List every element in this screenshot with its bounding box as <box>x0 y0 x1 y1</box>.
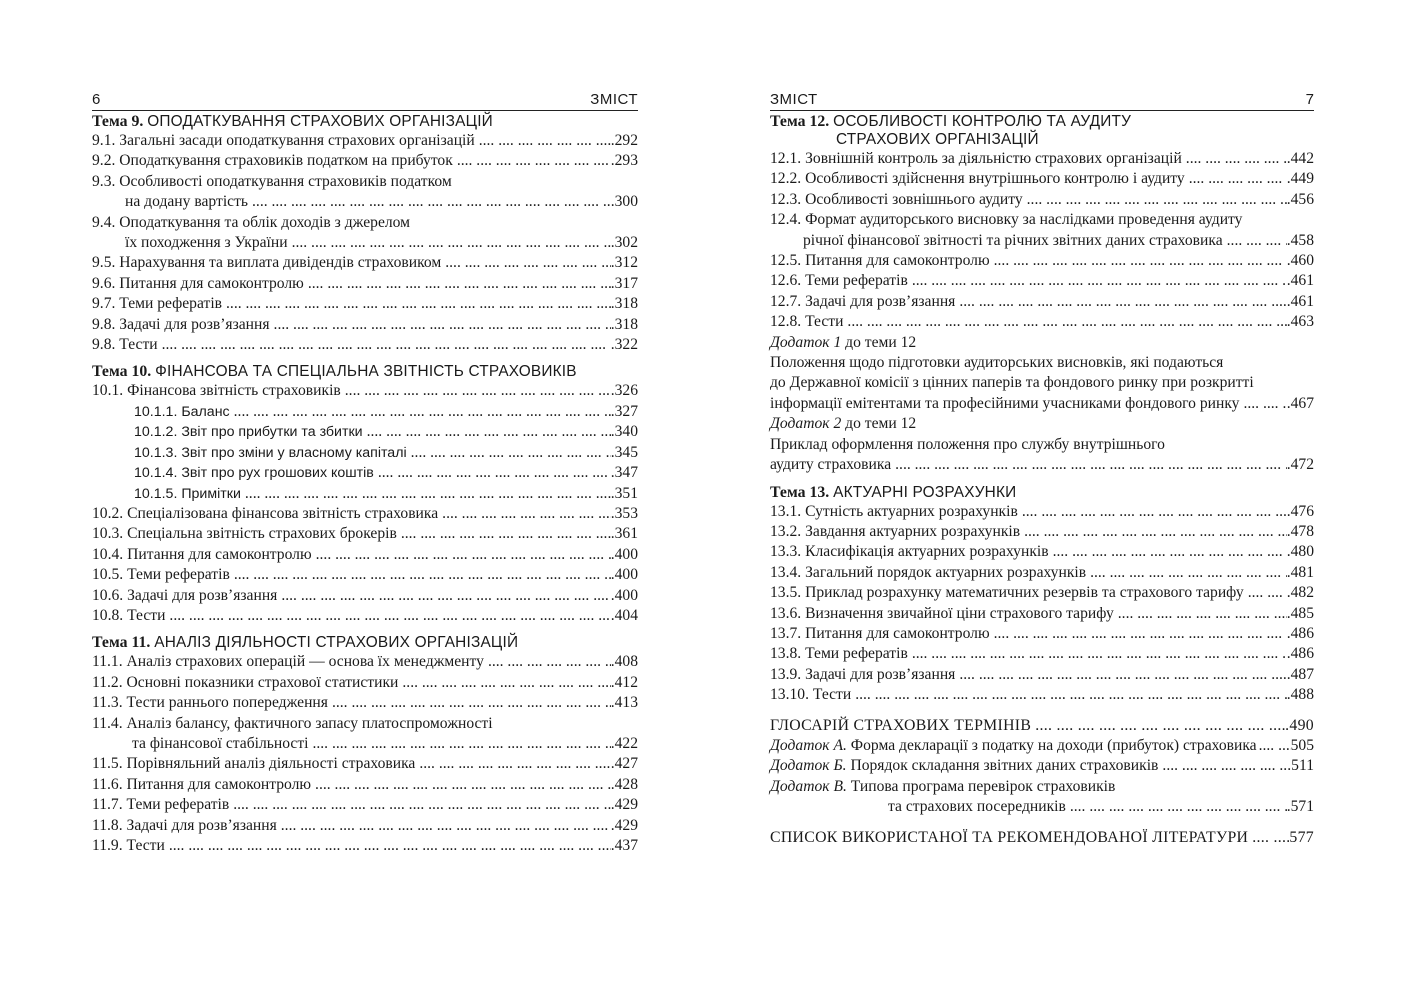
toc-entry[interactable] <box>92 192 638 212</box>
entry-text: 12.2. Особливості здійснення внутрішнього контролю і аудиту <box>770 170 1185 188</box>
leader-dots <box>1185 169 1287 189</box>
leader-dots <box>312 545 611 565</box>
topic-title: АКТУАРНІ РОЗРАХУНКИ <box>833 483 1017 501</box>
toc-entry[interactable] <box>770 685 1314 705</box>
entry-text: 10.1.5. Примітки <box>134 485 241 502</box>
leader-dots <box>1248 828 1289 848</box>
page-ref: .413 <box>610 694 638 712</box>
topic-heading-continued <box>770 131 1314 149</box>
toc-entry[interactable] <box>770 542 1314 562</box>
toc-entry[interactable] <box>770 251 1314 271</box>
toc-entry[interactable] <box>92 422 638 442</box>
entry-text: 10.1.1. Баланс <box>134 403 230 420</box>
toc-entry[interactable] <box>92 652 638 672</box>
toc-entry[interactable] <box>770 271 1314 291</box>
page-ref: .429 <box>610 816 638 834</box>
page-ref: .486 <box>1286 645 1314 663</box>
entry-text: 13.10. Тести <box>770 686 852 704</box>
appendix-label: Додаток А. <box>770 736 847 754</box>
topic-prefix: Тема 11. <box>92 634 151 652</box>
entry-text: та страхових посередників <box>888 798 1066 816</box>
page-ref: .322 <box>610 336 638 354</box>
leader-dots <box>990 251 1287 271</box>
entry-text: ГЛОСАРІЙ СТРАХОВИХ ТЕРМІНІВ <box>770 716 1032 734</box>
leader-dots <box>277 816 611 836</box>
entry-text: 12.3. Особливості зовнішнього аудиту <box>770 190 1023 208</box>
entry-text: інформації емітентами та професійними учасниками фондового ринку <box>770 394 1240 412</box>
entry-text: 13.4. Загальний порядок актуарних розрахунків <box>770 563 1087 581</box>
page-ref: .442 <box>1286 150 1314 167</box>
entry-text: 11.5. Порівняльний аналіз діяльності страховика <box>92 755 416 773</box>
leader-dots <box>1182 149 1287 169</box>
topic-heading <box>770 113 1314 131</box>
topic-title: СТРАХОВИХ ОРГАНІЗАЦІЙ <box>836 131 1039 148</box>
toc-entry[interactable] <box>770 312 1314 332</box>
appendix-label: Додаток 1 <box>770 333 842 351</box>
page-ref: 505 <box>1290 736 1314 754</box>
page-ref: .293 <box>610 152 638 170</box>
toc-entry[interactable] <box>770 149 1314 169</box>
entry-text: 10.2. Спеціалізована фінансова звітність страховика <box>92 504 439 522</box>
page-ref: .461 <box>1286 292 1314 310</box>
leader-dots <box>908 271 1287 291</box>
toc-entry[interactable] <box>770 604 1314 624</box>
page-ref: .292 <box>610 132 638 149</box>
page-ref: .428 <box>610 775 638 793</box>
page-ref: .437 <box>610 837 638 854</box>
entry-text: та фінансової стабільності <box>132 734 309 752</box>
table-of-contents <box>92 113 638 856</box>
page-ref: .412 <box>610 673 638 691</box>
running-head <box>770 88 1314 111</box>
appendix-heading <box>770 414 1314 434</box>
leader-dots <box>475 131 611 151</box>
page-ref: .422 <box>610 734 638 752</box>
toc-entry[interactable] <box>770 231 1314 251</box>
page-ref: .400 <box>610 545 638 563</box>
topic-title: ОПОДАТКУВАННЯ СТРАХОВИХ ОРГАНІЗАЦІЙ <box>147 113 493 130</box>
entry-text: 13.5. Приклад розрахунку математичних резервів та страхового тарифу <box>770 584 1244 602</box>
leader-dots <box>843 312 1286 332</box>
entry-text: 11.4. Аналіз балансу, фактичного запасу платоспроможності <box>92 714 493 732</box>
page-ref: .481 <box>1286 563 1314 581</box>
leader-dots <box>230 402 611 422</box>
leader-dots <box>955 665 1286 685</box>
toc-entry[interactable] <box>770 455 1314 475</box>
appendix-suffix: до теми 12 <box>841 415 917 433</box>
entry-text: 12.5. Питання для самоконтролю <box>770 252 990 270</box>
toc-entry[interactable] <box>92 524 638 544</box>
page-number: 6 <box>92 91 101 108</box>
leader-dots <box>1018 502 1287 522</box>
page-ref: .326 <box>610 382 638 400</box>
page-ref: .460 <box>1286 252 1314 270</box>
topic-title: АНАЛІЗ ДІЯЛЬНОСТІ СТРАХОВИХ ОРГАНІЗАЦІЙ <box>154 634 519 652</box>
page-ref: .486 <box>1286 624 1314 642</box>
page-ref: .488 <box>1286 686 1314 704</box>
leader-dots <box>1223 231 1287 251</box>
appendix-text: Положення щодо підготовки аудиторських висновків, які подаються <box>770 354 1224 372</box>
leader-dots <box>1023 190 1287 210</box>
toc-entry[interactable] <box>92 381 638 401</box>
toc-entry[interactable] <box>770 644 1314 664</box>
appendix-text: Приклад оформлення положення про службу внутрішнього <box>770 435 1165 453</box>
page-ref: .345 <box>610 443 638 461</box>
entry-text: 9.1. Загальні засади оподаткування страхових організацій <box>92 132 475 149</box>
entry-text: 10.5. Теми рефератів <box>92 566 230 584</box>
leader-dots <box>1031 716 1285 736</box>
page-ref: .408 <box>610 653 638 671</box>
leader-dots <box>1158 756 1287 776</box>
page-ref: .458 <box>1286 231 1314 249</box>
left-page <box>92 88 638 856</box>
toc-entry[interactable] <box>92 443 638 463</box>
entry-text: 13.8. Теми рефератів <box>770 645 908 663</box>
page-ref: .449 <box>1286 170 1314 188</box>
page-ref: 577 <box>1289 828 1314 846</box>
page-ref: .490 <box>1285 716 1314 734</box>
leader-dots <box>311 775 611 795</box>
entry-text: річної фінансової звітності та річних звітних даних страховика <box>803 231 1223 249</box>
entry-text: Типова програма перевірок страховиків <box>846 777 1116 795</box>
entry-text: 9.2. Оподаткування страховиків податком на прибуток <box>92 152 453 170</box>
entry-text: 13.2. Завдання актуарних розрахунків <box>770 522 1021 540</box>
page-ref: .347 <box>610 464 638 482</box>
leader-dots <box>165 606 610 626</box>
page-ref: .487 <box>1286 665 1314 683</box>
entry-text: 10.8. Тести <box>92 606 166 624</box>
leader-dots <box>1086 563 1287 583</box>
toc-entry[interactable] <box>770 583 1314 603</box>
toc-entry[interactable] <box>92 253 638 273</box>
page-ref: .571 <box>1286 798 1314 816</box>
leader-dots <box>397 524 611 544</box>
toc-entry[interactable] <box>770 502 1314 522</box>
page-ref: .467 <box>1286 394 1314 412</box>
page-ref: .472 <box>1286 456 1314 474</box>
page-ref: .461 <box>1286 272 1314 290</box>
page-ref: .317 <box>610 274 638 292</box>
glossary-entry[interactable] <box>770 716 1314 736</box>
appendix-entry[interactable] <box>770 756 1314 776</box>
entry-text: 9.4. Оподаткування та облік доходів з джерелом <box>92 213 411 231</box>
toc-entry[interactable] <box>92 795 638 815</box>
entry-text: 13.3. Класифікація актуарних розрахунків <box>770 543 1049 561</box>
topic-entries <box>770 149 1314 333</box>
topic-prefix: Тема 12. <box>770 113 830 130</box>
leader-dots <box>955 292 1286 312</box>
toc-entry[interactable] <box>92 504 638 524</box>
entry-text: 12.4. Формат аудиторського висновку за наслідками проведення аудиту <box>770 211 1243 229</box>
running-head <box>92 88 638 111</box>
page-ref: .482 <box>1286 584 1314 602</box>
entry-text: 11.8. Задачі для розв’язання <box>92 816 277 834</box>
running-title: ЗМІСТ <box>590 91 638 108</box>
entry-text: 10.1.2. Звіт про прибутки та збитки <box>134 424 363 441</box>
entry-text: 10.1.3. Звіт про зміни у власному капіталі <box>134 444 407 461</box>
entry-text: 9.7. Теми рефератів <box>92 295 223 313</box>
entry-text: 12.6. Теми рефератів <box>770 272 908 290</box>
page-ref: .429 <box>610 796 638 814</box>
leader-dots <box>1049 542 1287 562</box>
toc-entry[interactable] <box>92 836 638 856</box>
page-ref: .318 <box>610 315 638 333</box>
toc-entry[interactable] <box>92 484 638 504</box>
entry-text: 10.3. Спеціальна звітність страхових брокерів <box>92 525 397 543</box>
entry-text: 11.2. Основні показники страхової статистики <box>92 673 399 691</box>
entry-text: аудиту страховика <box>770 456 892 474</box>
page-ref: .485 <box>1286 604 1314 622</box>
leader-dots <box>908 644 1287 664</box>
page-ref: .478 <box>1286 522 1314 540</box>
page-ref: .463 <box>1286 313 1314 331</box>
leader-dots <box>363 422 611 442</box>
leader-dots <box>990 624 1287 644</box>
appendix-label: Додаток В. <box>770 777 847 795</box>
toc-entry[interactable] <box>92 673 638 693</box>
entry-text: 11.7. Теми рефератів <box>92 796 230 814</box>
page-ref: .327 <box>610 402 638 420</box>
leader-dots <box>277 586 610 606</box>
entry-text: 10.4. Питання для самоконтролю <box>92 545 312 563</box>
toc-entry[interactable] <box>92 816 638 836</box>
page-ref: .480 <box>1286 543 1314 561</box>
page-ref: .302 <box>610 234 638 252</box>
appendix-label: Додаток Б. <box>770 757 847 775</box>
toc-entry[interactable] <box>770 169 1314 189</box>
page-ref: .353 <box>610 504 638 522</box>
page-ref: .351 <box>610 484 638 502</box>
appendix-label: Додаток 2 <box>770 415 842 433</box>
leader-dots <box>1239 394 1286 414</box>
entry-text: 12.1. Зовнішній контроль за діяльністю страхових організацій <box>770 150 1182 167</box>
leader-dots <box>270 315 611 335</box>
toc-entry[interactable] <box>92 233 638 253</box>
appendix-heading <box>770 777 1314 797</box>
entry-text: їх походження з України <box>125 234 288 252</box>
leader-dots <box>328 693 611 713</box>
topic-heading <box>92 113 638 131</box>
leader-dots <box>158 335 611 355</box>
entry-text: Порядок складання звітних даних страховиків <box>846 757 1159 775</box>
toc-entry[interactable] <box>92 565 638 585</box>
topic-heading <box>92 634 638 652</box>
toc-entry[interactable] <box>92 775 638 795</box>
toc-entry[interactable] <box>92 402 638 422</box>
toc-entry[interactable] <box>770 292 1314 312</box>
topic-entries <box>92 652 638 856</box>
toc-entry[interactable] <box>770 665 1314 685</box>
entry-text: 9.6. Питання для самоконтролю <box>92 274 304 292</box>
leader-dots <box>415 754 610 774</box>
toc-entry[interactable] <box>770 624 1314 644</box>
toc-entry[interactable] <box>92 463 638 483</box>
toc-entry[interactable] <box>92 545 638 565</box>
entry-text: на додану вартість <box>125 193 249 211</box>
toc-entry[interactable] <box>92 151 638 171</box>
entry-text: 12.8. Тести <box>770 313 844 331</box>
page-number: 7 <box>1305 91 1314 108</box>
leader-dots <box>1244 583 1287 603</box>
toc-entry[interactable] <box>92 335 638 355</box>
topic-heading <box>92 363 638 381</box>
toc-entry[interactable] <box>92 754 638 774</box>
entry-text: 13.7. Питання для самоконтролю <box>770 624 990 642</box>
page-ref: .427 <box>610 755 638 773</box>
leader-dots <box>229 795 610 815</box>
toc-entry[interactable] <box>92 274 638 294</box>
topic-heading <box>770 484 1314 502</box>
leader-dots <box>308 734 610 754</box>
entry-text: 10.6. Задачі для розв’язання <box>92 586 278 604</box>
entry-text: 10.1.4. Звіт про рух грошових коштів <box>134 465 374 482</box>
topic-prefix: Тема 10. <box>92 363 152 381</box>
topic-prefix: Тема 13. <box>770 483 830 501</box>
leader-dots <box>1114 604 1287 624</box>
leader-dots <box>230 565 611 585</box>
appendix-text: до Державної комісії з цінних паперів та фондового ринку при розкритті <box>770 374 1254 392</box>
page-ref: .476 <box>1286 502 1314 520</box>
leader-dots <box>374 463 611 483</box>
page-ref: .400 <box>610 586 638 604</box>
entry-text: 9.8. Задачі для розв’язання <box>92 315 270 333</box>
page-ref: .361 <box>610 525 638 543</box>
entry-text: 13.1. Сутність актуарних розрахунків <box>770 502 1018 520</box>
appendix-suffix: до теми 12 <box>841 333 917 351</box>
leader-dots <box>222 294 611 314</box>
leader-dots <box>407 443 611 463</box>
entry-text: 9.5. Нарахування та виплата дивідендів страховиком <box>92 254 442 272</box>
leader-dots <box>851 685 1286 705</box>
appendix-heading <box>770 333 1314 353</box>
toc-entry[interactable] <box>770 190 1314 210</box>
entry-text: 12.7. Задачі для розв’язання <box>770 292 956 310</box>
topic-entries <box>92 131 638 355</box>
toc-entry[interactable] <box>92 294 638 314</box>
page-ref: .312 <box>610 254 638 272</box>
topic-entries <box>770 502 1314 706</box>
appendix-entry[interactable] <box>770 736 1314 756</box>
toc-entry[interactable] <box>92 131 638 151</box>
topic-entries <box>92 381 638 626</box>
toc-entry[interactable] <box>770 522 1314 542</box>
page-ref: .300 <box>610 193 638 211</box>
leader-dots <box>248 192 611 212</box>
toc-entry[interactable] <box>92 734 638 754</box>
leader-dots <box>453 151 611 171</box>
leader-dots <box>441 253 610 273</box>
toc-entry[interactable] <box>92 693 638 713</box>
entry-text: СПИСОК ВИКОРИСТАНОЇ ТА РЕКОМЕНДОВАНОЇ ЛІТЕРАТУРИ <box>770 828 1249 846</box>
toc-entry[interactable] <box>92 315 638 335</box>
page-ref: .456 <box>1286 190 1314 208</box>
appendix-entry[interactable] <box>770 797 1314 817</box>
leader-dots <box>1257 736 1291 756</box>
leader-dots <box>1066 797 1287 817</box>
leader-dots <box>241 484 611 504</box>
leader-dots <box>891 455 1287 475</box>
leader-dots <box>304 274 611 294</box>
topic-title: ОСОБЛИВОСТІ КОНТРОЛЮ ТА АУДИТУ <box>833 113 1132 130</box>
entry-text: 9.8. Тести <box>92 336 158 354</box>
entry-text: 11.3. Тести раннього попередження <box>92 694 328 712</box>
page-ref: .404 <box>610 606 638 624</box>
leader-dots <box>165 836 611 856</box>
page-ref: .400 <box>610 566 638 584</box>
leader-dots <box>341 381 611 401</box>
leader-dots <box>288 233 611 253</box>
page-ref: .340 <box>610 423 638 441</box>
right-page <box>770 88 1314 848</box>
toc-entry[interactable] <box>770 563 1314 583</box>
entry-text: 11.9. Тести <box>92 837 165 854</box>
entry-text: 11.6. Питання для самоконтролю <box>92 775 312 793</box>
topic-prefix: Тема 9. <box>92 113 144 130</box>
references-entry[interactable] <box>770 828 1314 848</box>
toc-entry[interactable] <box>92 586 638 606</box>
entry-text: 13.6. Визначення звичайної ціни страхового тарифу <box>770 604 1114 622</box>
topic-title: ФІНАНСОВА ТА СПЕЦІАЛЬНА ЗВІТНІСТЬ СТРАХОВИКІВ <box>155 363 577 381</box>
leader-dots <box>1020 522 1287 542</box>
toc-entry[interactable] <box>92 606 638 626</box>
leader-dots <box>438 504 611 524</box>
entry-text: 9.3. Особливості оподаткування страховиків податком <box>92 172 452 190</box>
leader-dots <box>398 673 610 693</box>
entry-text: 13.9. Задачі для розв’язання <box>770 665 956 683</box>
entry-text: 10.1. Фінансова звітність страховиків <box>92 382 341 400</box>
entry-text: 11.1. Аналіз страхових операцій — основа їх менеджменту <box>92 653 484 671</box>
toc-entry[interactable] <box>770 394 1314 414</box>
table-of-contents <box>770 113 1314 848</box>
page-ref: .318 <box>610 295 638 313</box>
running-title: ЗМІСТ <box>770 91 818 108</box>
entry-text: Форма декларації з податку на доходи (прибуток) страховика <box>846 736 1257 754</box>
leader-dots <box>484 652 611 672</box>
page-ref: .511 <box>1287 757 1314 775</box>
